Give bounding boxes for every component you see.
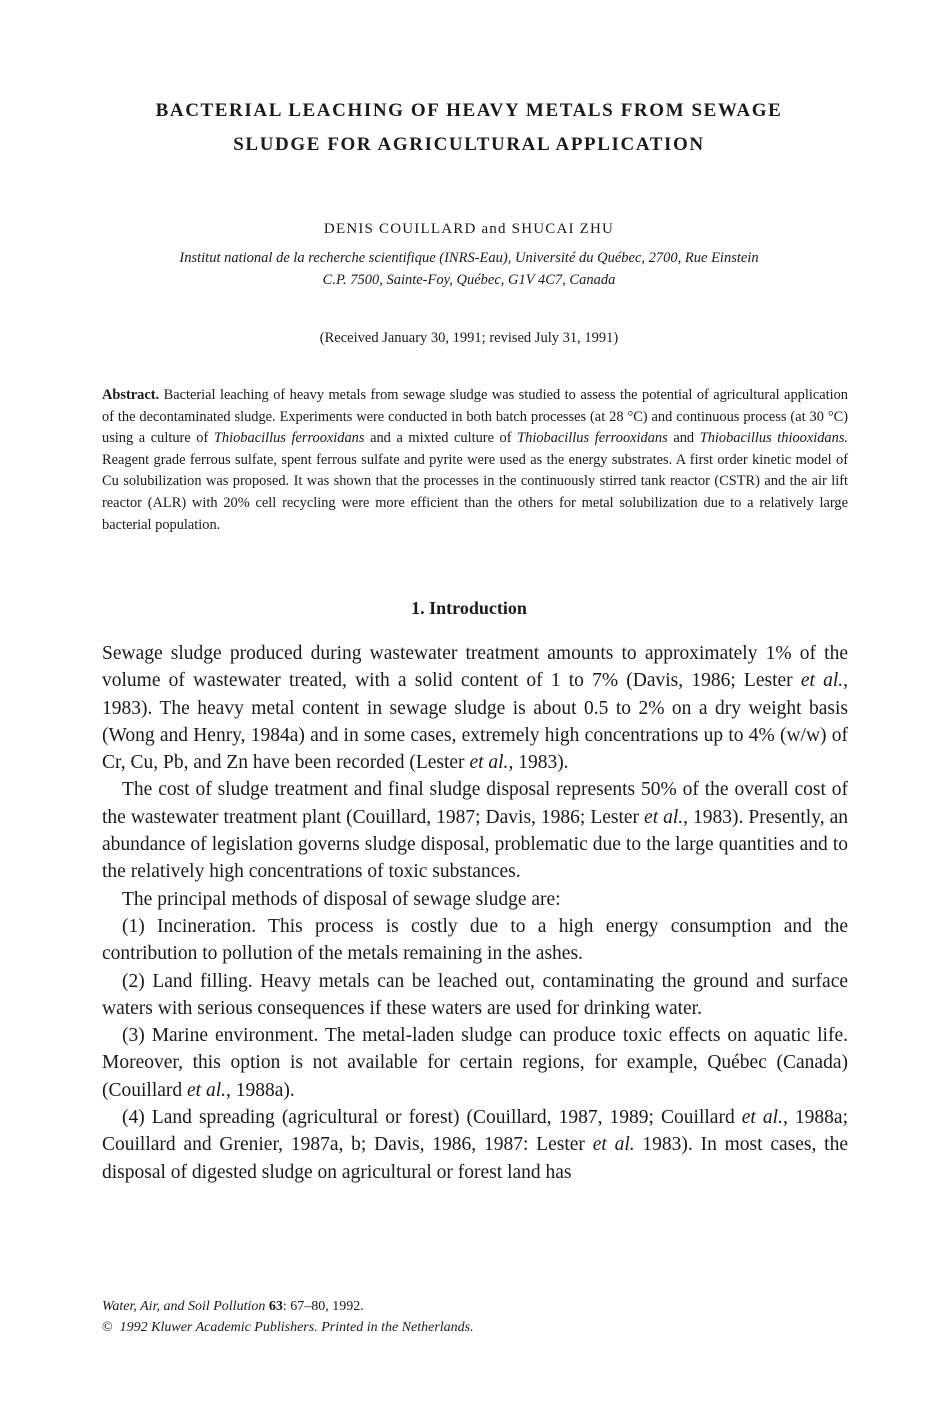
text-run: The cost of sludge treatment and final sludge disposal represents 50% of the overall cost of the wastewater treatment plant (Couillard, 1987; Davis, 1986; Lester <box>102 779 848 828</box>
list-item <box>102 1104 848 1186</box>
title-line-1: BACTERIAL LEACHING OF HEAVY METALS FROM SEWAGE <box>155 100 783 121</box>
abstract-label: Abstract. <box>102 387 160 403</box>
abstract-text: and <box>667 430 700 447</box>
text-run: , 1988a; Couillard and Grenier, 1987a, b; Davis, 1986, 1987: Lester <box>102 1107 848 1156</box>
text-run: , 1988a). <box>226 1079 295 1101</box>
list-item: (2) Land filling. Heavy metals can be leached out, contaminating the ground and surface waters with serious consequences if these waters are used for drinking water. <box>102 970 848 1019</box>
abstract <box>102 385 848 536</box>
title-line-2: SLUDGE FOR AGRICULTURAL APPLICATION <box>233 134 705 155</box>
text-run: , 1983). Presently, an abundance of legislation governs sludge disposal, problematic due to the large quantities and to the relatively high concentrations of toxic substances. <box>102 806 848 883</box>
list-item <box>102 1022 848 1104</box>
species-name: Thiobacillus ferrooxidans <box>213 430 365 447</box>
affiliation <box>0 247 938 291</box>
section-heading: 1. Introduction <box>411 598 527 618</box>
paragraph <box>102 640 848 776</box>
affiliation-line-1: Institut national de la recherche scientifique (INRS-Eau), Université du Québec, 2700, Rue Einstein <box>179 250 759 266</box>
citation-etal: et al. <box>187 1079 227 1101</box>
citation-etal: et al. <box>800 670 844 692</box>
received-dates: (Received January 30, 1991; revised July 31, 1991) <box>319 330 619 346</box>
journal-citation <box>102 1296 474 1317</box>
affiliation-line-2: C.P. 7500, Sainte-Foy, Québec, G1V 4C7, Canada <box>322 272 616 288</box>
abstract-text: Reagent grade ferrous sulfate, spent ferrous sulfate and pyrite were used as the energy substrates. A first order kinetic model of Cu solubilization was proposed. It was shown that the processes in the continuously stirred tank reactor (CSTR) and the air lift reactor (ALR) with 20% cell recycling were more efficient than the others for metal solubilization due to a relatively large bacterial population. <box>102 451 848 533</box>
citation-etal: et al. <box>469 752 509 774</box>
text-run: , 1983). <box>508 752 569 774</box>
journal-name: Water, Air, and Soil Pollution <box>102 1299 266 1314</box>
abstract-text: and a mixted culture of <box>364 430 518 447</box>
body-text <box>102 640 848 1186</box>
text-run: (4) Land spreading (agricultural or forest) (Couillard, 1987, 1989; Couillard <box>122 1107 742 1129</box>
text-run: , 1983). The heavy metal content in sewage sludge is about 0.5 to 2% on a dry weight basis (Wong and Henry, 1984a) and in some cases, extremely high concentrations up to 4% (w/w) of Cr, Cu, Pb, and Zn have been recorded (Lester <box>102 670 848 774</box>
abstract-text: Bacterial leaching of heavy metals from sewage sludge was studied to assess the potential of agricultural application of the decontaminated sludge. Experiments were conducted in both batch processes (at 28 °C) and continuous process (at 30 °C) using a culture of <box>102 387 848 447</box>
paper-title <box>0 94 938 162</box>
citation-etal: et al. <box>644 806 684 828</box>
copyright-line <box>102 1317 474 1338</box>
text-run: Sewage sludge produced during wastewater treatment amounts to approximately 1% of the volume of wastewater treated, with a solid content of 1 to 7% (Davis, 1986; Lester <box>102 643 848 692</box>
list-item: (1) Incineration. This process is costly due to a high energy consumption and the contribution to pollution of the metals remaining in the ashes. <box>102 915 848 965</box>
copyright-symbol: © <box>102 1320 113 1335</box>
paragraph <box>102 776 848 885</box>
citation-etal: et al. <box>741 1107 783 1129</box>
journal-pages: : 67–80, 1992. <box>282 1299 364 1314</box>
journal-volume: 63 <box>265 1299 283 1314</box>
authors: DENIS COUILLARD and SHUCAI ZHU <box>323 221 615 237</box>
text-run: (3) Marine environment. The metal-laden sludge can produce toxic effects on aquatic life. Moreover, this option is not available for certain regions, for example, Québec (Canada) (Couillard <box>102 1025 848 1101</box>
citation-etal: et al. <box>592 1134 635 1156</box>
page-footer <box>102 1296 474 1338</box>
paragraph: The principal methods of disposal of sewage sludge are: <box>122 888 561 910</box>
species-name: Thiobacillus ferrooxidans <box>517 430 668 447</box>
copyright-text: 1992 Kluwer Academic Publishers. Printed in the Netherlands. <box>119 1320 474 1335</box>
species-name: Thiobacillus thiooxidans. <box>699 430 849 447</box>
text-run: 1983). In most cases, the disposal of digested sludge on agricultural or forest land has <box>102 1134 848 1183</box>
